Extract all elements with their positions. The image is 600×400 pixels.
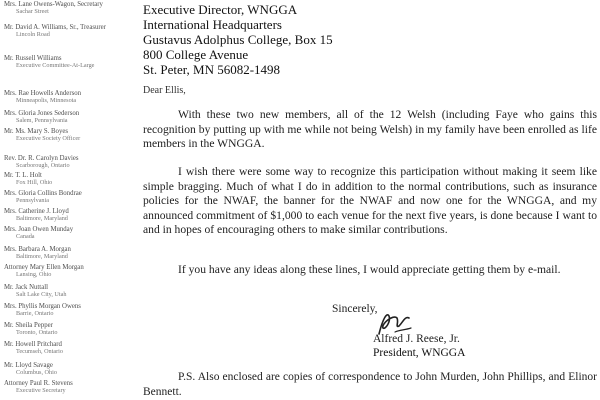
body-paragraph: I wish there were some way to recognize this participation without making it seem like simple bragging. Much of what I do in addition to the normal contributions, such as insurance policies for the NWAF, the banner for the NWAF and now one for the WNGGA, and my announced commitment of $1,000 to each venue for the next five years, is done because I want to and in hopes of encouraging others to make similar contributions. [143, 165, 597, 237]
sidebar-entry-name: Mrs. Lane Owens-Wagon, Secretary [4, 1, 103, 8]
officers-sidebar [4, 0, 154, 400]
sidebar-entry-name: Mr. Jack Nuttall [4, 284, 48, 291]
sidebar-entry-detail: Canada [16, 233, 35, 241]
sidebar-entry [4, 208, 154, 223]
sidebar-entry-detail: Salt Lake City, Utah [16, 291, 67, 299]
sidebar-entry-name: Mr. Russell Williams [4, 55, 62, 62]
signer-title: President, WNGGA [373, 347, 466, 359]
sidebar-entry-name: Mr. Ms. Mary S. Boyes [4, 128, 69, 135]
sidebar-entry [4, 341, 154, 356]
sidebar-entry [4, 226, 154, 241]
address-line: 800 College Avenue [143, 47, 249, 62]
sidebar-entry [4, 128, 154, 143]
sidebar-entry [4, 155, 154, 170]
sidebar-entry-detail: Pennsylvania [16, 197, 49, 205]
body-paragraph: With these two new members, all of the 12 Welsh (including Faye who gains this recognition by putting up with me while not being Welsh) in my family have been enrolled as life members in the WNGGA. [143, 108, 597, 151]
sidebar-entry [4, 172, 154, 187]
sidebar-entry-detail: Salem, Pennsylvania [16, 117, 68, 125]
address-line: Executive Director, WNGGA [143, 2, 298, 17]
sidebar-entry-detail: Baltimore, Maryland [16, 253, 68, 261]
sidebar-entry-name: Mrs. Joan Owen Munday [4, 226, 74, 233]
sidebar-entry-detail: Minneapolis, Minnesota [16, 97, 77, 105]
sidebar-entry [4, 190, 154, 205]
sidebar-entry-name: Mrs. Catherine J. Lloyd [4, 208, 69, 215]
sidebar-entry-detail: Scarborough, Ontario [16, 162, 70, 170]
address-line: Gustavus Adolphus College, Box 15 [143, 32, 333, 47]
sidebar-entry-detail: Executive Committee-At-Large [16, 62, 95, 70]
sidebar-entry [4, 90, 154, 105]
sidebar-entry-detail: Executive Secretary [16, 387, 66, 395]
signer-name: Alfred J. Reese, Jr. [373, 333, 460, 345]
sidebar-entry-name: Mr. Lloyd Savage [4, 362, 53, 369]
sidebar-entry-detail: Lansing, Ohio [16, 271, 52, 279]
sidebar-entry-name: Attorney Paul R. Stevens [4, 380, 73, 387]
sidebar-entry [4, 380, 154, 395]
sidebar-entry-name: Mrs. Gloria Jones Sederson [4, 110, 80, 117]
sidebar-entry-name: Mrs. Barbara A. Morgan [4, 246, 71, 253]
sidebar-entry-detail: Executive Society Officer [16, 135, 81, 143]
sidebar-entry [4, 362, 154, 377]
sidebar-entry [4, 1, 154, 16]
body-paragraph: If you have any ideas along these lines, I would appreciate getting them by e-mail. [178, 263, 561, 276]
sidebar-entry-detail: Fox Hill, Ohio [16, 179, 53, 187]
sidebar-entry-name: Attorney Mary Ellen Morgan [4, 264, 84, 271]
postscript: P.S. Also enclosed are copies of correspondence to John Murden, John Phillips, and Elinor Bennett. [143, 371, 597, 398]
sidebar-entry [4, 303, 154, 318]
sidebar-entry [4, 246, 154, 261]
sidebar-entry [4, 110, 154, 125]
address-line: International Headquarters [143, 17, 282, 32]
sidebar-entry-detail: Baltimore, Maryland [16, 215, 68, 223]
sidebar-entry [4, 24, 154, 39]
sidebar-entry-name: Mrs. Gloria Collins Bondrae [4, 190, 82, 197]
salutation: Dear Ellis, [143, 85, 186, 96]
address-line: St. Peter, MN 56082-1498 [143, 62, 281, 77]
sidebar-entry-name: Mr. Sheila Pepper [4, 322, 53, 329]
sidebar-entry-detail: Lincoln Road [16, 31, 50, 39]
sidebar-entry-name: Rev. Dr. R. Carolyn Davies [4, 155, 79, 162]
sidebar-entry-name: Mrs. Phyllis Morgan Owens [4, 303, 81, 310]
sidebar-entry [4, 322, 154, 337]
sidebar-entry-detail: Barrie, Ontario [16, 310, 54, 318]
sidebar-entry [4, 55, 154, 70]
sidebar-entry-name: Mr. Howell Pritchard [4, 341, 62, 348]
sidebar-entry [4, 284, 154, 299]
sidebar-entry-detail: Tecumseh, Ontario [16, 348, 63, 356]
closing: Sincerely, [332, 303, 378, 315]
recipient-address [143, 2, 463, 77]
sidebar-entry-name: Mrs. Rae Howells Anderson [4, 90, 82, 97]
sidebar-entry-name: Mr. David A. Williams, Sr., Treasurer [4, 24, 106, 31]
sidebar-entry [4, 264, 154, 279]
sidebar-entry-detail: Columbus, Ohio [16, 369, 57, 377]
sidebar-entry-name: Mr. T. L. Holt [4, 172, 42, 179]
sidebar-entry-detail: Toronto, Ontario [16, 329, 58, 337]
sidebar-entry-detail: Sachar Street [16, 8, 49, 16]
